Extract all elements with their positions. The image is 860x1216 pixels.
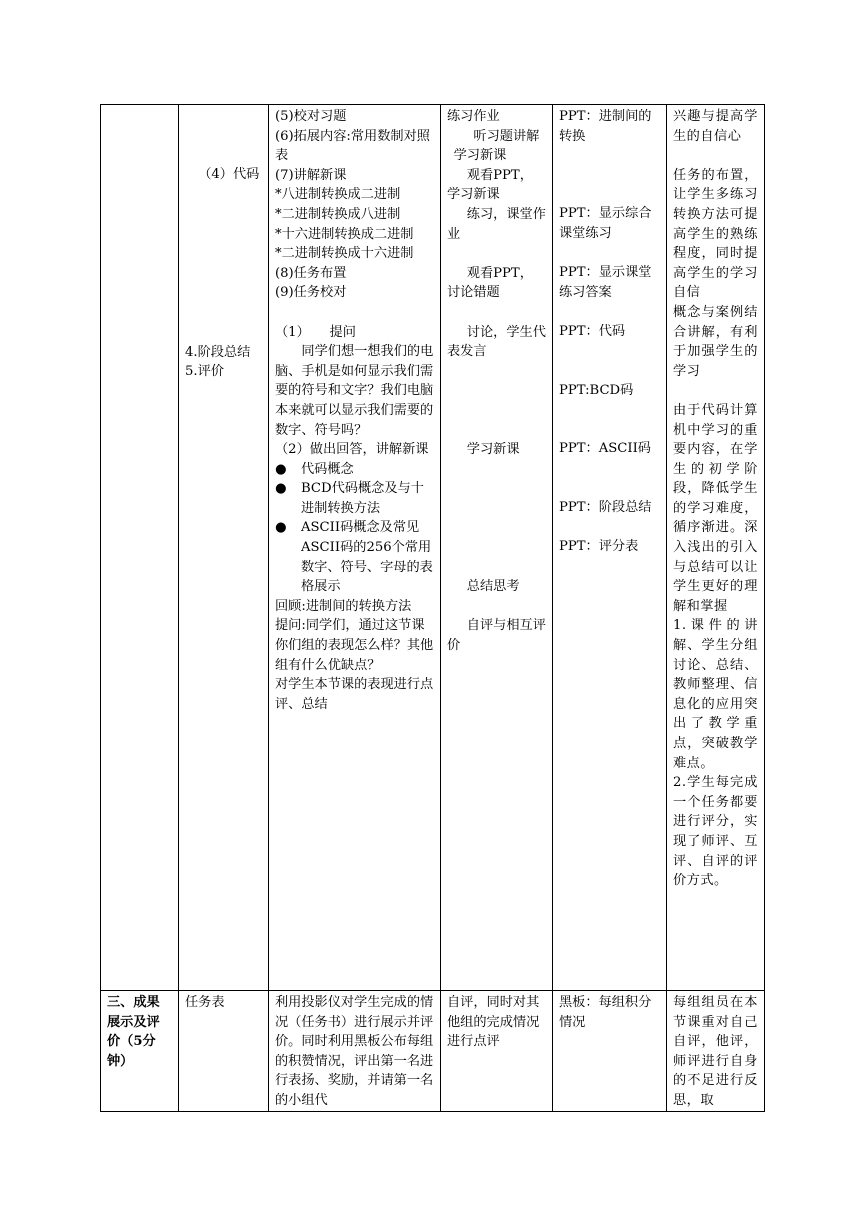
stage-title: 三、成果展示及评价（5分钟） [107, 995, 160, 1069]
media-item: PPT：显示综合课堂练习 [559, 206, 652, 241]
media-text: 黑板：每组积分情况 [559, 995, 652, 1030]
task-code: （4）代码 [198, 167, 260, 182]
table-row [101, 991, 765, 1112]
teacher-text: 利用投影仪对学生完成的情况（任务书）进行展示并评价。同时利用黑板公布每组的积赞情况，评出第一名进行表扬、奖励，并请第一名的小组代 [275, 995, 434, 1108]
design-intent-cell [667, 991, 765, 1112]
answer-heading: （2）做出回答，讲解新课 [275, 442, 429, 458]
student-item: 学习新课 [466, 442, 520, 458]
teacher-item: *二进制转换成八进制 [275, 206, 401, 222]
media-item: PPT：ASCII码 [559, 441, 651, 457]
media-cell [553, 105, 667, 991]
student-item: 讨论，学生代表发言 [447, 324, 546, 360]
teacher-activity-cell [269, 991, 441, 1112]
intent-paragraph: 任务的布置，让学生多练习转换方法可提高学生的熟练程度，同时提高学生的学习自信 [673, 167, 758, 301]
intent-paragraph: 由于代码计算机中学习的重要内容，在学生的初学阶段，降低学生的学习难度，循序渐进。深入浅出的引入与总结可以让学生更好的理解和掌握 [673, 402, 758, 614]
teacher-item: (9)任务校对 [275, 285, 347, 301]
stage-cell [101, 105, 179, 991]
teacher-item: *十六进制转换成二进制 [275, 226, 414, 242]
stage-cell [101, 991, 179, 1112]
student-item: 练习作业 [447, 109, 500, 124]
teacher-item: *二进制转换成十六进制 [275, 246, 414, 262]
lesson-plan-table [100, 104, 765, 1112]
summary-text: 对学生本节课的表现进行点评、总结 [275, 677, 434, 712]
ask-text: 同学们想一想我们的电脑、手机是如何显示我们需要的符号和文字？我们电脑本来就可以显示我们需要的数字、符号吗？ [275, 344, 434, 438]
media-item: PPT：代码 [559, 323, 626, 339]
teacher-item: *八进制转换成二进制 [275, 187, 401, 203]
student-item: 听习题讲解 [473, 128, 540, 144]
ask-heading: （1） 提问 [275, 324, 356, 340]
student-activity-cell [441, 105, 553, 991]
teacher-item: (7)讲解新课 [275, 167, 347, 183]
task-cell [179, 105, 269, 991]
bullet-item: ● ASCII码概念及常见ASCII码的256个常用数字、符号、字母的表格展示 [275, 520, 433, 595]
media-cell [553, 991, 667, 1112]
task-cell [179, 991, 269, 1112]
student-item: 练习，课堂作业 [447, 206, 546, 242]
question-text: 提问:同学们，通过这节课你们组的表现怎么样？其他组有什么优缺点？ [275, 618, 434, 673]
intent-paragraph: 2.学生每完成一个任务都要进行评分，实现了师评、互评、自评的评价方式。 [673, 775, 758, 889]
teacher-item: (6)拓展内容:常用数制对照表 [275, 128, 430, 164]
media-item: PPT：显示课堂练习答案 [559, 264, 652, 300]
student-item: 观看PPT，学习新课 [447, 167, 533, 203]
table-row [101, 105, 765, 991]
student-item: 自评与相互评价 [447, 618, 546, 654]
media-item: PPT：阶段总结 [559, 500, 652, 516]
task-sheet: 任务表 [185, 995, 225, 1010]
student-item: 学习新课 [453, 148, 507, 164]
bullet-item: ● BCD代码概念及与十进制转换方法 [275, 481, 424, 516]
bullet-item: ● 代码概念 [275, 461, 354, 477]
task-stage-summary: 4.阶段总结 [185, 344, 251, 360]
intent-paragraph: 概念与案例结合讲解，有利于加强学生的学习 [673, 304, 758, 379]
intent-paragraph: 兴趣与提高学生的自信心 [673, 109, 758, 144]
media-item: PPT：评分表 [559, 539, 639, 555]
task-evaluation: 5.评价 [185, 364, 224, 380]
teacher-item: (8)任务布置 [275, 265, 347, 281]
review-text: 回顾:进制间的转换方法 [275, 598, 412, 614]
media-item: PPT:BCD码 [559, 382, 634, 398]
student-text: 自评，同时对其他组的完成情况进行点评 [447, 995, 540, 1050]
intent-text: 每组组员在本节课重对自己自评，他评，师评进行自身的不足进行反思，取 [673, 995, 758, 1108]
student-item: 总结思考 [466, 579, 520, 595]
student-activity-cell [441, 991, 553, 1112]
design-intent-cell [667, 105, 765, 991]
media-item: PPT：进制间的转换 [559, 109, 652, 144]
intent-paragraph: 1.课件的讲解、学生分组讨论、总结、教师整理、信息化的应用突出了教学重点，突破教学难点。 [673, 618, 758, 771]
student-item: 观看PPT，讨论错题 [447, 265, 533, 301]
teacher-activity-cell [269, 105, 441, 991]
teacher-item: (5)校对习题 [275, 109, 347, 124]
